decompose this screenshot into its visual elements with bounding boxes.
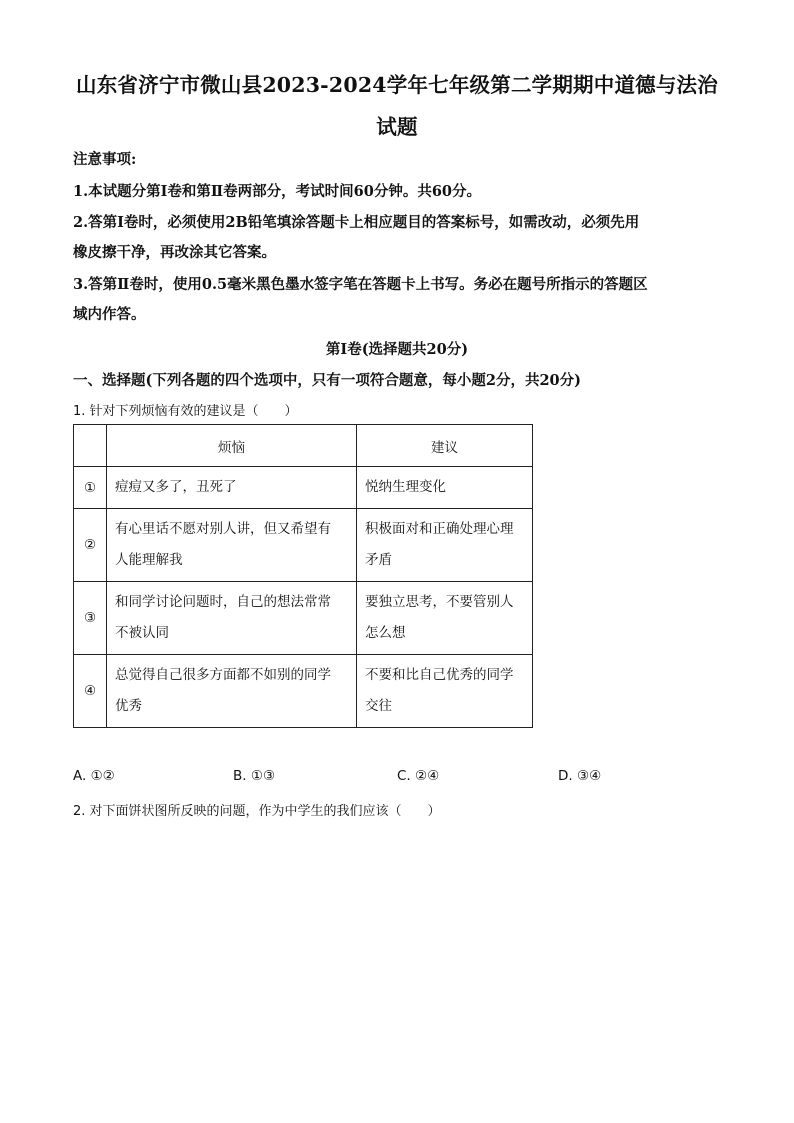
section1-title: 一、选择题(下列各题的四个选项中，只有一项符合题意，每小题2分，共20分) bbox=[73, 372, 581, 389]
notes-item-2-line1: 2.答第Ⅰ卷时，必须使用2B铅笔填涂答题卡上相应题目的答案标号，如需改动，必须先用 bbox=[73, 214, 640, 231]
option-b: B. ①③ bbox=[233, 768, 276, 784]
notes-heading: 注意事项: bbox=[73, 151, 137, 168]
question-1-stem: 1. 针对下列烦恼有效的建议是（ ） bbox=[73, 404, 298, 419]
trouble-text-line1: 总觉得自己很多方面都不如别的同学 bbox=[115, 667, 331, 683]
trouble-text-line1: 和同学讨论问题时，自己的想法常常 bbox=[115, 594, 331, 610]
notes-item-1: 1.本试题分第Ⅰ卷和第Ⅱ卷两部分，考试时间60分钟。共60分。 bbox=[73, 183, 481, 200]
option-d: D. ③④ bbox=[558, 768, 602, 784]
advice-cell bbox=[357, 655, 533, 728]
advice-cell bbox=[357, 467, 533, 509]
row-number: ② bbox=[74, 509, 107, 582]
notes-item-3-line2: 域内作答。 bbox=[73, 306, 146, 323]
advice-text-line1: 不要和比自己优秀的同学 bbox=[365, 667, 514, 683]
table-row bbox=[74, 655, 533, 728]
row-number: ① bbox=[74, 467, 107, 509]
question-1-table bbox=[73, 424, 533, 728]
trouble-cell bbox=[107, 467, 357, 509]
trouble-text-line2: 不被认同 bbox=[115, 625, 169, 641]
trouble-text-line2: 人能理解我 bbox=[115, 552, 183, 568]
notes-item-2-line2: 橡皮擦干净，再改涂其它答案。 bbox=[73, 244, 276, 261]
table-row bbox=[74, 467, 533, 509]
table-header-trouble: 烦恼 bbox=[107, 425, 357, 467]
trouble-text-line2: 优秀 bbox=[115, 698, 142, 714]
exam-title-line1: 山东省济宁市微山县2023-2024学年七年级第二学期期中道德与法治 bbox=[76, 73, 718, 97]
table-header-row bbox=[74, 425, 533, 467]
exam-title-line2: 试题 bbox=[376, 115, 418, 139]
notes-item-3-line1: 3.答第Ⅱ卷时，使用0.5毫米黑色墨水签字笔在答题卡上书写。务必在题号所指示的答题区 bbox=[73, 276, 648, 293]
option-a: A. ①② bbox=[73, 768, 115, 784]
advice-text-line2: 怎么想 bbox=[365, 625, 406, 641]
row-number: ③ bbox=[74, 582, 107, 655]
table-row bbox=[74, 582, 533, 655]
table-header-advice: 建议 bbox=[357, 425, 533, 467]
trouble-cell bbox=[107, 509, 357, 582]
advice-cell bbox=[357, 582, 533, 655]
advice-text-line1: 积极面对和正确处理心理 bbox=[365, 521, 514, 537]
question-2-stem: 2. 对下面饼状图所反映的问题，作为中学生的我们应该（ ） bbox=[73, 804, 441, 819]
advice-text: 悦纳生理变化 bbox=[365, 479, 446, 495]
advice-cell bbox=[357, 509, 533, 582]
advice-text-line1: 要独立思考，不要管别人 bbox=[365, 594, 514, 610]
table-row bbox=[74, 509, 533, 582]
row-number: ④ bbox=[74, 655, 107, 728]
trouble-cell bbox=[107, 655, 357, 728]
advice-text-line2: 交往 bbox=[365, 698, 392, 714]
option-c: C. ②④ bbox=[397, 768, 440, 784]
part1-title: 第Ⅰ卷(选择题共20分) bbox=[325, 341, 469, 358]
trouble-text: 痘痘又多了，丑死了 bbox=[115, 479, 237, 495]
table-header-blank bbox=[74, 425, 107, 467]
trouble-text-line1: 有心里话不愿对别人讲，但又希望有 bbox=[115, 521, 331, 537]
trouble-cell bbox=[107, 582, 357, 655]
advice-text-line2: 矛盾 bbox=[365, 552, 392, 568]
